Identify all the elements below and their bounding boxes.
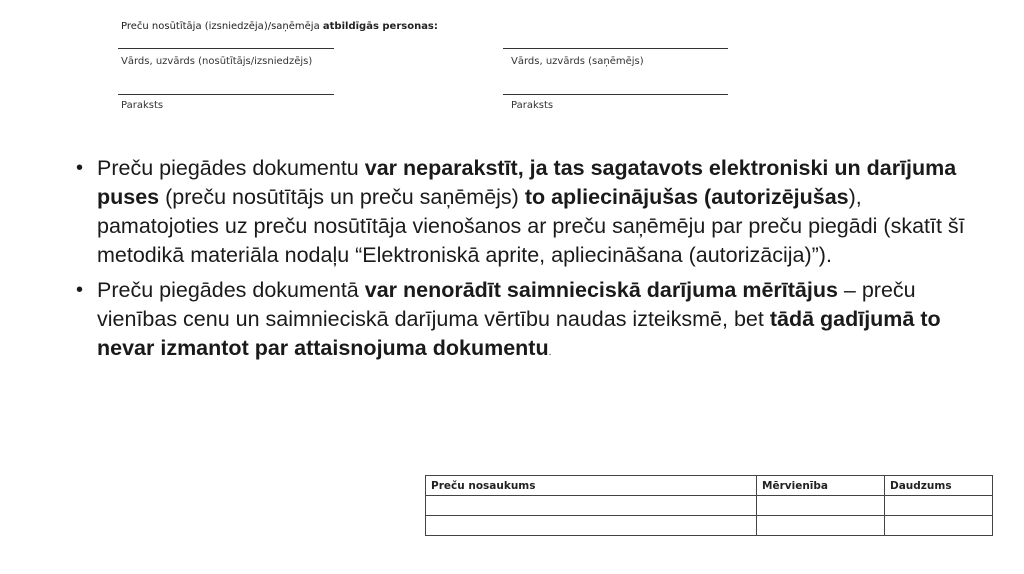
right-name-line	[503, 48, 728, 49]
table-cell	[885, 496, 993, 516]
bullet-item-signature	[72, 154, 972, 270]
table-row	[426, 496, 993, 516]
bullet-text: Preču piegādes dokumentu	[97, 156, 365, 180]
bullet-text: (preču nosūtītājs un preču saņēmējs)	[159, 185, 525, 209]
left-signature-line	[118, 94, 334, 95]
table-cell	[757, 496, 885, 516]
left-name-line	[118, 48, 334, 49]
right-signature-line	[503, 94, 728, 95]
table-cell	[426, 516, 757, 536]
table-cell	[757, 516, 885, 536]
table-row	[426, 516, 993, 536]
left-name-label: Vārds, uzvārds (nosūtītājs/izsniedzējs)	[121, 56, 313, 67]
bullet-icon: •	[76, 157, 84, 179]
bullet-bold-text: tādā gadījumā to nevar izmantot par attaisnojuma dokumentu	[97, 307, 941, 360]
bullet-text: ), pamatojoties uz preču nosūtītāja vienošanos ar preču saņēmēju par preču piegādi (skatīt šī metodikā materiāla nodaļu “Elektroniskā aprite, apliecināšana (autorizācija)”).	[97, 185, 965, 267]
form-heading-text: Preču nosūtītāja (izsniedzēja)/saņēmēja	[121, 21, 320, 32]
right-name-label: Vārds, uzvārds (saņēmējs)	[511, 56, 644, 67]
form-heading	[121, 21, 438, 32]
form-heading-bold: atbildīgās personas:	[322, 21, 438, 32]
bullet-text: – preču vienības cenu un saimnieciskā darījuma vērtību naudas izteiksmē, bet	[97, 278, 916, 331]
bullet-text: Preču piegādes dokumentā	[97, 278, 365, 302]
bullet-bold-text: var neparakstīt, ja tas sagatavots elektroniski un darījuma puses	[97, 156, 957, 209]
goods-table	[425, 475, 993, 536]
bullet-icon: •	[76, 279, 84, 301]
bullet-bold-text: to apliecinājušas (autorizējušas	[524, 185, 849, 209]
right-signature-label: Paraksts	[511, 100, 554, 111]
left-signature-label: Paraksts	[121, 100, 164, 111]
bullet-bold-text: var nenorādīt saimnieciskā darījuma mērītājus	[364, 278, 838, 302]
table-cell	[885, 516, 993, 536]
bullet-item-measures	[72, 276, 972, 367]
header-unit: Mērvienība	[757, 476, 885, 496]
bullet-text: .	[548, 347, 552, 358]
header-quantity: Daudzums	[885, 476, 993, 496]
table-cell	[426, 496, 757, 516]
bullet-list	[72, 154, 972, 373]
header-goods-name: Preču nosaukums	[426, 476, 757, 496]
table-header-row	[426, 476, 993, 496]
